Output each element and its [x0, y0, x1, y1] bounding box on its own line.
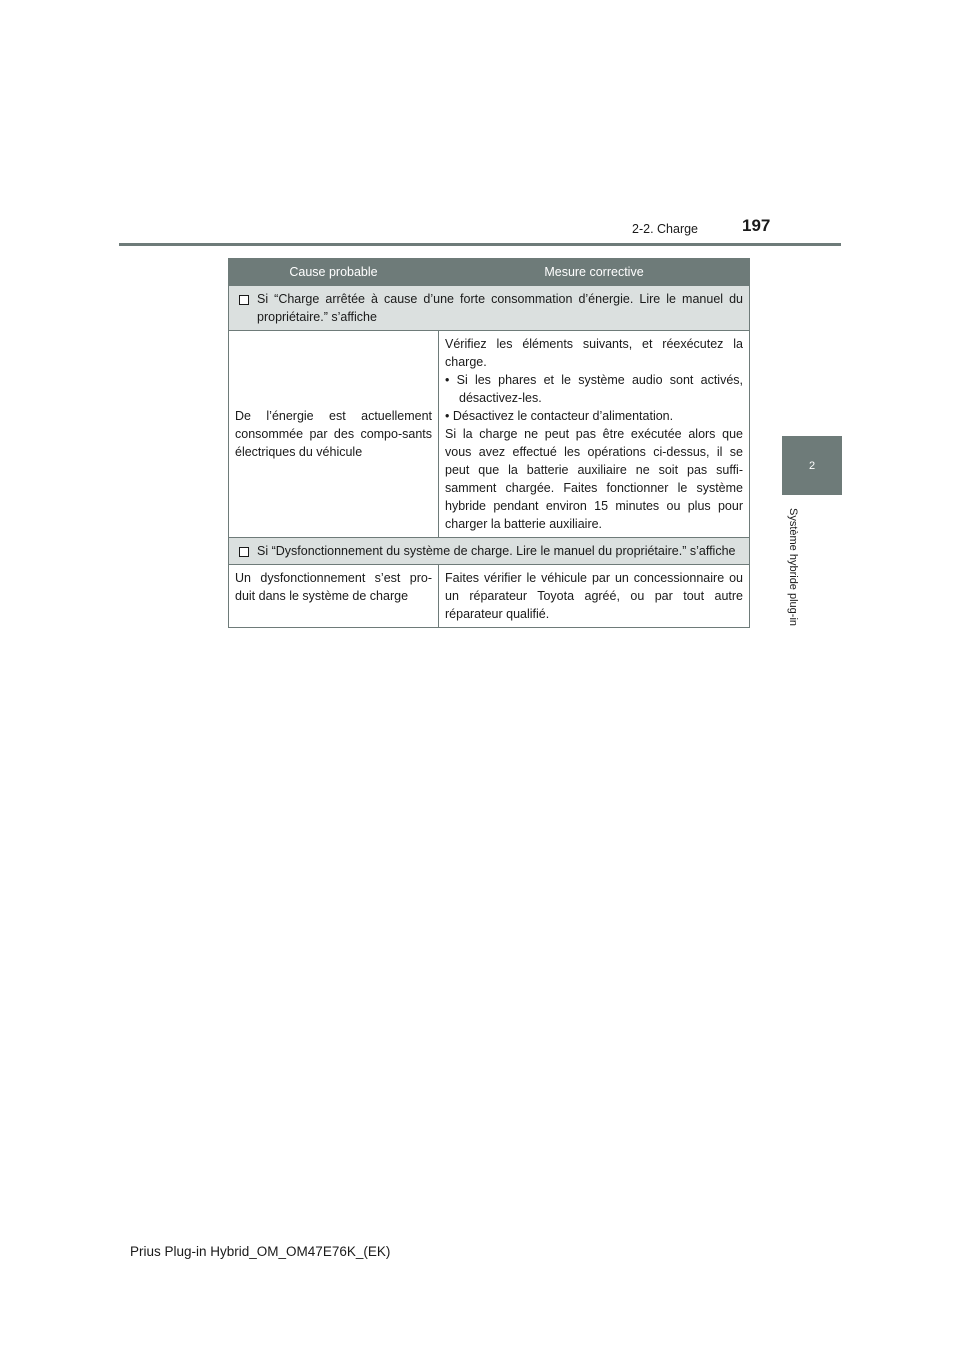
column-header-cause: Cause probable: [229, 259, 439, 286]
condition-text: Si “Charge arrêtée à cause d’une forte consommation d’énergie. Lire le manuel du propriétaire.” s’affiche: [257, 292, 743, 324]
action-intro: Vérifiez les éléments suivants, et réexécutez la charge.: [445, 337, 743, 369]
condition-text: Si “Dysfonctionnement du système de charge. Lire le manuel du propriétaire.” s’affiche: [257, 544, 736, 558]
header-divider: [119, 243, 841, 246]
section-title: 2-2. Charge: [632, 222, 699, 236]
condition-row: [229, 538, 750, 565]
troubleshooting-table: [228, 258, 750, 628]
action-cell: [439, 331, 750, 538]
action-bullet: • Si les phares et le système audio sont activés, désactivez-les.: [445, 373, 743, 405]
column-header-action: Mesure corrective: [439, 259, 750, 286]
cause-cell: Un dysfonctionnement s’est pro-duit dans le système de charge: [229, 565, 439, 628]
cause-cell: De l’énergie est actuellement consommée par des compo-sants électriques du véhicule: [229, 331, 439, 538]
action-cell: Faites vérifier le véhicule par un concessionnaire ou un réparateur Toyota agréé, ou par tout autre réparateur qualifié.: [439, 565, 750, 628]
action-outro: Si la charge ne peut pas être exécutée alors que vous avez effectué les opérations ci-dessus, il se peut que la batterie auxiliaire ne soit pas suffi-samment chargée. Faites fonctionner le système hybride pendant environ 15 minutes ou plus pour charger la batterie auxiliaire.: [445, 427, 743, 531]
document-footer: Prius Plug-in Hybrid_OM_OM47E76K_(EK): [130, 1244, 391, 1259]
checkbox-icon: [239, 547, 249, 557]
condition-cell: [229, 538, 750, 565]
table-header-row: [229, 259, 750, 286]
action-bullet: • Désactivez le contacteur d’alimentation.: [445, 409, 674, 423]
chapter-label: Système hybride plug-in: [787, 508, 799, 627]
page-number: 197: [742, 216, 771, 235]
condition-cell: [229, 286, 750, 331]
table-row: [229, 331, 750, 538]
table-row: [229, 565, 750, 628]
checkbox-icon: [239, 295, 249, 305]
condition-row: [229, 286, 750, 331]
chapter-tab: 2: [782, 436, 842, 495]
